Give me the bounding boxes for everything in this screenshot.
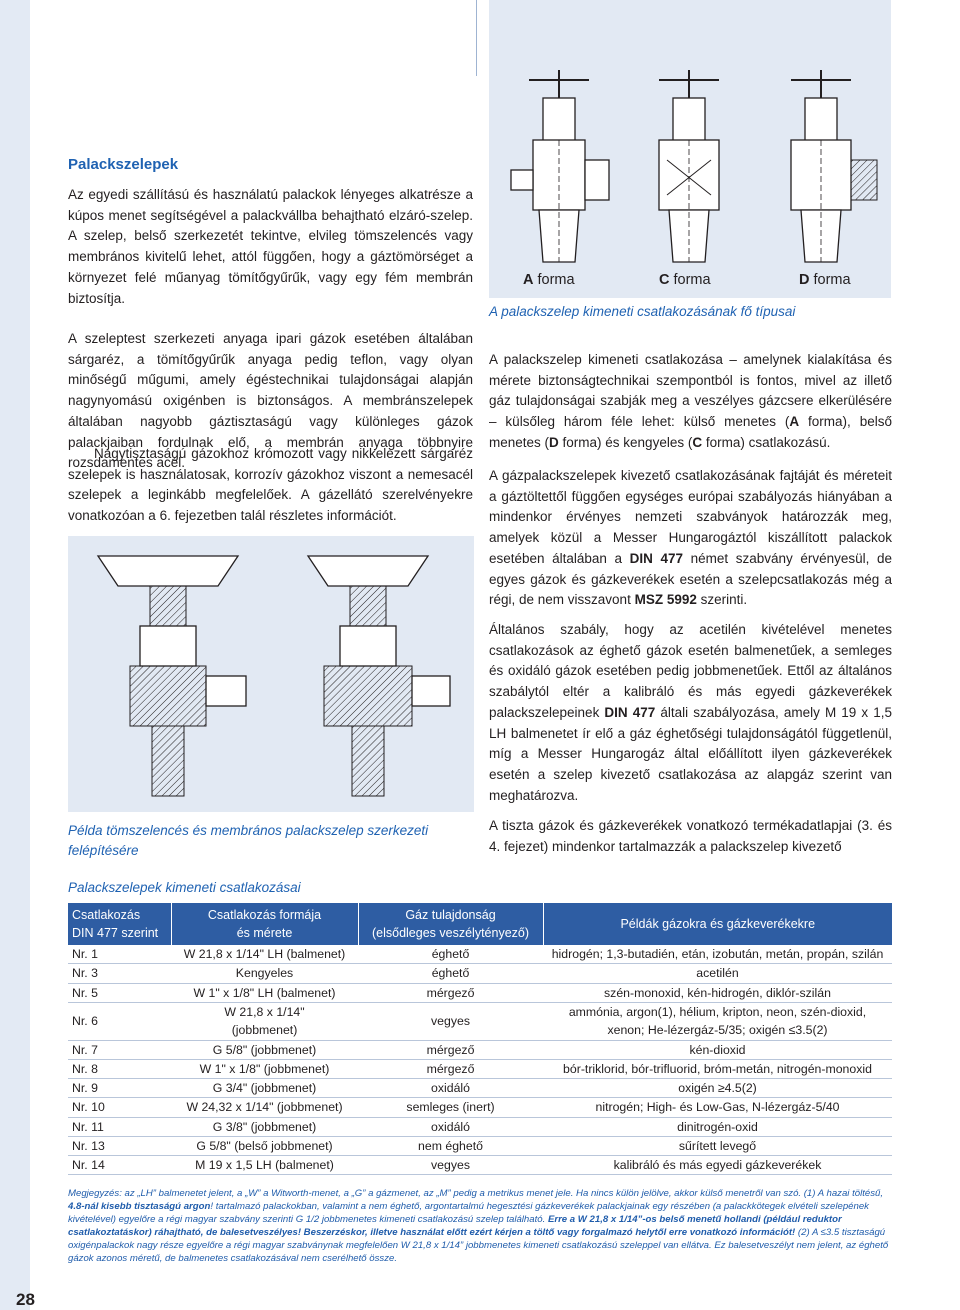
- header-gas-property: Gáz tulajdonság (elsődleges veszélytényező): [358, 903, 543, 945]
- cell-size: W 21,8 x 1/14" (jobbmenet): [171, 1002, 358, 1040]
- cell-property: mérgező: [358, 983, 543, 1002]
- cell-size: W 1" x 1/8" (jobbmenet): [171, 1059, 358, 1078]
- cell-nr: Nr. 6: [68, 1002, 171, 1040]
- cell-nr: Nr. 7: [68, 1040, 171, 1059]
- cell-examples: oxigén ≥4.5(2): [543, 1079, 892, 1098]
- cell-examples: hidrogén; 1,3-butadién, etán, izobután, metán, propán, szilán: [543, 945, 892, 964]
- membrane-valve: [308, 556, 450, 796]
- cell-examples: sűrített levegő: [543, 1136, 892, 1155]
- cell-size: G 5/8" (belső jobbmenet): [171, 1136, 358, 1155]
- table-caption: Palackszelepek kimeneti csatlakozásai: [68, 880, 301, 895]
- cell-size: W 1" x 1/8" LH (balmenet): [171, 983, 358, 1002]
- cell-nr: Nr. 14: [68, 1155, 171, 1174]
- cell-property: semleges (inert): [358, 1098, 543, 1117]
- cell-size: W 21,8 x 1/14" LH (balmenet): [171, 945, 358, 964]
- table-row: [68, 1059, 892, 1078]
- cell-property: éghető: [358, 945, 543, 964]
- cell-nr: Nr. 9: [68, 1079, 171, 1098]
- intro-paragraph: Az egyedi szállítású és használatú palackok lényeges alkatrésze a kúpos menet segítségével a palackvállba behajtható elzáró-szelep. A szelep, belső szerkezetét tekintve, elvileg tömszelencés vagy membrános kivitelű lehet, attól függően, hogy a gáztömörséget a környezet felé műanyag tömítőgyűrűk, vagy egy fém membrán biztosítja.: [68, 187, 473, 306]
- cell-property: mérgező: [358, 1040, 543, 1059]
- header-form-size: Csatlakozás formája és mérete: [171, 903, 358, 945]
- cell-nr: Nr. 11: [68, 1117, 171, 1136]
- outlet-connections-table: [68, 903, 892, 1175]
- cell-nr: Nr. 1: [68, 945, 171, 964]
- header-examples: Példák gázokra és gázkeverékekre: [543, 903, 892, 945]
- cell-size: Kengyeles: [171, 964, 358, 983]
- outlet-forms-caption: A palackszelep kimeneti csatlakozásának fő típusai: [489, 304, 796, 319]
- cell-nr: Nr. 13: [68, 1136, 171, 1155]
- valve-cross-section-drawing: [68, 536, 474, 812]
- outlet-form-labels: [489, 272, 891, 292]
- cell-examples: kén-dioxid: [543, 1040, 892, 1059]
- cell-size: M 19 x 1,5 LH (balmenet): [171, 1155, 358, 1174]
- valve-form-a: [511, 70, 609, 262]
- cell-size: G 3/4" (jobbmenet): [171, 1079, 358, 1098]
- valve-structure-caption: Példa tömszelencés és membrános palackszelep szerkezeti felépítésére: [68, 823, 429, 858]
- valve-cross-section-figure: [68, 536, 474, 812]
- thread-rule-paragraph: Általános szabály, hogy az acetilén kivételével menetes csatlakozások az éghető gázok esetén balmenetűek, a semleges és oxidáló gázok esetében pedig jobbmenetűek. Ettől az általános szabálytól eltér a kalibráló és más egyedi gázkeverékek palackszelepeinek DIN 477 általi szabályozása, amely M 19 x 1,5 LH balmenetet ír elő a gáz éghetőségi tulajdonságától függetlenül, míg a Messer Hungarogáz által előállított ilyen gázkeverékek esetén a szelep kivezető csatlakozása az alapgáz szerint van meghatározva.: [489, 622, 893, 803]
- table-row: [68, 964, 892, 983]
- standards-paragraph: A gázpalackszelepek kivezető csatlakozásának fajtáját és méreteit a gáztöltettől függően egységes európai szabályozás hiányában a mindenkor érvényes nemzeti szabványok határozzák meg, amelyek közül a Messer Hungarogáztól kiszállított palackok esetében általában a DIN 477 német szabvány érvényesül, de egyes gázok és gázkeverékek esetén a szelepcsatlakozás még a régi, de nem visszavont MSZ 5992 szerinti.: [489, 468, 892, 608]
- form-c-label: C forma: [659, 272, 711, 288]
- outlet-forms-figure: [489, 0, 891, 298]
- form-d-label: D forma: [799, 272, 851, 288]
- left-margin-band: [0, 0, 30, 1310]
- cell-property: oxidáló: [358, 1117, 543, 1136]
- outlet-forms-drawing: [489, 0, 891, 298]
- page-number: 28: [16, 1290, 35, 1309]
- table-header-row: [68, 903, 892, 945]
- cell-nr: Nr. 10: [68, 1098, 171, 1117]
- table-row: [68, 1155, 892, 1174]
- valve-form-d: [791, 70, 877, 262]
- cell-examples: dinitrogén-oxid: [543, 1117, 892, 1136]
- table-row: [68, 983, 892, 1002]
- footnote: Megjegyzés: az „LH” balmenetet jelent, a „W” a Witworth-menet, a „G” a gázmenet, az „M” pedig a metrikus menet jele. Ha nincs külön jelölve, akkor külső menetről van szó. (1) A hazai töltésű, 4.8-nál kisebb tisztaságú argon! tartalmazó palackokban, valamint a nem éghető, argontartalmú hegesztési gázkeverékek palackjainak egy részében (a palackkötegek elvételi szelepének kivételével) egyelőre a régi magyar szabvány szerinti G 1/2 jobbmenetes kimeneti csatlakozású szelep található. Erre a W 21,8 x 1/14”-os belső menetű hollandi (például reduktor csatlakoztatáskor) ráhajtható, de balesetveszélyes! Beszerzéskor, illetve használat előtt ezért kérjen a töltő vagy forgalmazó helytől erre vonatkozó információt! (2) A ≤3.5 tisztaságú oxigénpalackok nagy része egyelőre a régi magyar szabványnak megfelelően W 21,8 x 1/14” jobbmenetes kimeneti csatlakozású szeleppel van ellátva. Ez balesetveszélyt nem jelent, az éghető gázok azonos méretű, de balmenetes csatlakozásával nem cserélhető össze.: [68, 1188, 889, 1264]
- cell-examples: ammónia, argon(1), hélium, kripton, neon, szén-dioxid, xenon; He-lézergáz-5/35; oxigén ≤3.5(2): [543, 1002, 892, 1040]
- section-title: Palackszelepek: [68, 156, 179, 173]
- table-row: [68, 1040, 892, 1059]
- cell-property: éghető: [358, 964, 543, 983]
- cell-examples: bór-triklorid, bór-trifluorid, bróm-metán, nitrogén-monoxid: [543, 1059, 892, 1078]
- cell-property: oxidáló: [358, 1079, 543, 1098]
- cell-property: nem éghető: [358, 1136, 543, 1155]
- cell-nr: Nr. 3: [68, 964, 171, 983]
- table-row: [68, 1136, 892, 1155]
- cell-size: W 24,32 x 1/14" (jobbmenet): [171, 1098, 358, 1117]
- cell-nr: Nr. 8: [68, 1059, 171, 1078]
- valve-form-c: [659, 70, 719, 262]
- header-connection: Csatlakozás DIN 477 szerint: [68, 903, 171, 945]
- datasheet-paragraph: A tiszta gázok és gázkeverékek vonatkozó termékadatlapjai (3. és 4. fejezet) mindenkor tartalmazzák a palackszelep kivezető: [489, 818, 892, 854]
- header-divider: [476, 0, 477, 76]
- table-row: [68, 1117, 892, 1136]
- form-a-label: A forma: [523, 272, 575, 288]
- cell-property: vegyes: [358, 1155, 543, 1174]
- cell-size: G 5/8" (jobbmenet): [171, 1040, 358, 1059]
- cell-examples: nitrogén; High- és Low-Gas, N-lézergáz-5/40: [543, 1098, 892, 1117]
- cell-nr: Nr. 5: [68, 983, 171, 1002]
- outlet-connection-paragraph: A palackszelep kimeneti csatlakozása – amelynek kialakítása és mérete biztonságtechnikai szempontból is fontos, mivel az illető gáz tulajdonságai szabják meg a veszélyes gázcsere elkerülésére – külsőleg három féle lehet: külső menetes (A forma), belső menetes (D forma) és kengyeles (C forma) csatlakozású.: [489, 352, 893, 450]
- cell-property: vegyes: [358, 1002, 543, 1040]
- purity-paragraph: Nagytisztaságú gázokhoz krómozott vagy nikkelezett sárgaréz szelepek is használatosak, korrozív gázokhoz viszont a nemesacél szelepek a leginkább megfelelőek. A gázellátó szerelvényekre vonatkozóan a 6. fejezetben talál részletes információt.: [68, 446, 473, 524]
- cell-property: mérgező: [358, 1059, 543, 1078]
- cell-examples: szén-monoxid, kén-hidrogén, diklór-szilán: [543, 983, 892, 1002]
- cell-size: G 3/8" (jobbmenet): [171, 1117, 358, 1136]
- cell-examples: kalibráló és más egyedi gázkeverékek: [543, 1155, 892, 1174]
- table-row: [68, 945, 892, 964]
- table-row: [68, 1079, 892, 1098]
- table-row: [68, 1098, 892, 1117]
- cell-examples: acetilén: [543, 964, 892, 983]
- packing-gland-valve: [98, 556, 246, 796]
- table-row: [68, 1002, 892, 1040]
- material-paragraph: A szeleptest szerkezeti anyaga ipari gázok esetében általában sárgaréz, a tömítőgyűrűk anyaga pedig teflon, vagy olyan minőségű műgumi, amely égéstechnikai tulajdonságai alapján nagynyomású oxigénben is biztonságos. A membránszelepek általában nagyobb gáztisztaságú vagy különleges gázok palackjaiban fordulnak elő, a membrán anyaga többnyire rozsdamentes acél.: [68, 331, 473, 471]
